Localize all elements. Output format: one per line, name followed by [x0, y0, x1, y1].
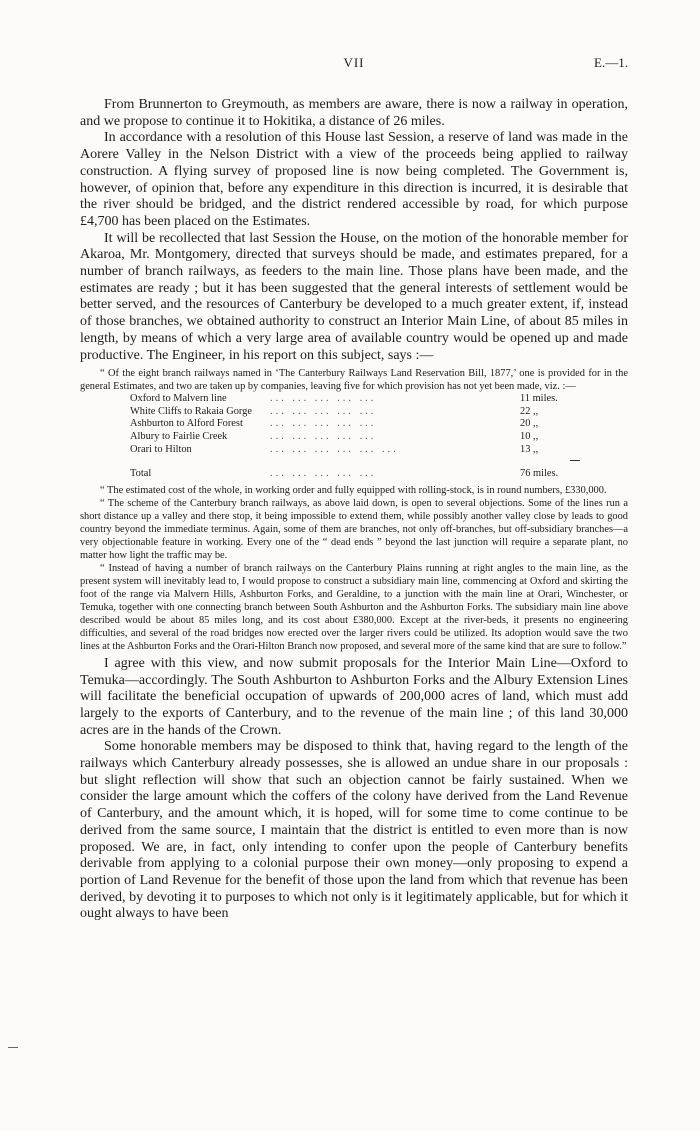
table-row: [130, 444, 602, 457]
branch-miles: 20 ,,: [520, 418, 539, 430]
table-row: [130, 418, 602, 431]
quote-intro: “ Of the eight branch railways named in ‘The Canterbury Railways Land Reservation Bill, 1877,’ one is provided for in the general Estimates, and two are taken up by companies, leaving five for which provision has not yet been made, viz. :—: [80, 368, 628, 393]
leader-dots: ... ... ... ... ...: [270, 393, 377, 405]
quote-subsidiary-main-line: “ Instead of having a number of branch railways on the Canterbury Plains running at right angles to the main line, as the present system will inevitably lead to, I would propose to construct a subsidiary main line, commencing at Oxford and skirting the foot of the range via Malvern Hills, Ashburton Forks, and Geraldine, to a junction with the main line at Orari, Winchester, or Temuka, together with one connecting branch between South Ashburton and the Ashburton Forks. The subsidiary main line above described would be about 85 miles long, and its cost about £380,000. Except at the river-beds, it presents no engineering difficulties, and several of the road bridges now erected over the larger rivers could be utilized. Its adoption would save the two lines at the Ashburton Forks and the Orari-Hilton Branch now proposed, and several more of the same kind that are sure to follow.”: [80, 562, 628, 652]
total-rule: [570, 460, 580, 461]
leader-dots: ... ... ... ... ...: [270, 468, 377, 480]
leader-dots: ... ... ... ... ...: [270, 431, 377, 443]
branch-name: Albury to Fairlie Creek: [130, 431, 228, 443]
leader-dots: ... ... ... ... ...: [270, 418, 377, 430]
branch-miles: 13 ,,: [520, 443, 539, 455]
paragraph-interior-main-line: I agree with this view, and now submit proposals for the Interior Main Line—Oxford to Temuka—accordingly. The South Ashburton to Ashburton Forks and the Albury Extension Lines will facilitate the beneficial occupation of upwards of 200,000 acres of land, which must add largely to the exports of Canterbury, and to the revenue of the main line ; of this land 30,000 acres are in the hands of the Crown.: [80, 655, 628, 738]
page-number: VII: [343, 55, 365, 70]
branch-miles: 11 miles.: [520, 393, 558, 405]
branch-miles: 22 ,,: [520, 405, 539, 417]
total-miles: 76 miles.: [520, 468, 559, 480]
paragraph-brunnerton: From Brunnerton to Greymouth, as members are aware, there is now a railway in operation, and we propose to continue it to Hokitika, a distance of 26 miles.: [80, 97, 628, 129]
quote-scheme-objections: “ The scheme of the Canterbury branch railways, as above laid down, is open to several objections. Some of the lines run a short distance up a valley and there stop, it being impossible to extend them, while possibly another valley close by leads to good country beyond the immediate terminus. Again, some of them are branches, not only off-branches, but off-subsidiary branches—a very objectionable feature in working. Every one of the “ dead ends ” beyond the last junction will require a separate plant, no matter how light the traffic may be.: [80, 497, 628, 561]
branch-name: Orari to Hilton: [130, 443, 192, 455]
body-text: [80, 97, 628, 923]
table-row: [130, 393, 602, 406]
document-code: E.—1.: [594, 55, 628, 70]
paragraph-aorere-valley: In accordance with a resolution of this House last Session, a reserve of land was made in the Aorere Valley in the Nelson District with a view of the proceeds being applied to railway construction. A flying survey of proposed line is now being completed. The Government is, however, of opinion that, before any expenditure in this direction is incurred, it is desirable that the river should be bridged, and the district rendered accessible by road, for which purpose £4,700 has been placed on the Estimates.: [80, 130, 628, 229]
branch-railways-table: [130, 393, 602, 481]
margin-dash: [8, 1047, 18, 1048]
branch-miles: 10 ,,: [520, 431, 539, 443]
total-label: Total: [130, 468, 152, 480]
branch-name: Oxford to Malvern line: [130, 393, 227, 405]
page-header: [80, 55, 628, 75]
leader-dots: ... ... ... ... ...: [270, 405, 377, 417]
leader-dots: ... ... ... ... ... ...: [270, 443, 399, 455]
quote-estimated-cost: “ The estimated cost of the whole, in working order and fully equipped with rolling-stock, is in round numbers, £330,000.: [100, 484, 607, 496]
table-row: [130, 431, 602, 444]
branch-name: Ashburton to Alford Forest: [130, 418, 243, 430]
table-row: [130, 406, 602, 419]
total-row: [130, 462, 602, 481]
branch-name: White Cliffs to Rakaia Gorge: [130, 405, 252, 417]
paragraph-land-revenue: Some honorable members may be disposed to think that, having regard to the length of the railways which Canterbury already possesses, she is allowed an undue share in our proposals : but slight reflection will show that such an objection cannot be fairly sustained. When we consider the large amount which the coffers of the colony have derived from the Land Revenue of Canterbury, and the amount which, it is hoped, will for some time to come continue to be derived from the same source, I maintain that the district is entitled to even more than is now proposed. We are, in fact, only intending to confer upon the people of Canterbury benefits derivable from applying to a colonial purpose their own money—only proposing to expend a portion of Land Revenue for the benefit of those upon the land from which that revenue has been derived, by devoting it to purposes to which not only is it legitimately applicable, but for which it ought always to have been: [80, 739, 628, 922]
paragraph-branch-railways: It will be recollected that last Session the House, on the motion of the honorable member for Akaroa, Mr. Montgomery, directed that surveys should be made, and estimates prepared, for a number of branch railways, as feeders to the main line. Those plans have been made, and the estimates are ready ; but it has been suggested that the general interests of settlement would be better served, and the resources of Canterbury be developed to a much greater extent, if, instead of those branches, we obtained authority to construct an Interior Main Line, of about 85 miles in length, by means of which a very large area of available country would be opened up and made productive. The Engineer, in his report on this subject, says :—: [80, 230, 628, 363]
